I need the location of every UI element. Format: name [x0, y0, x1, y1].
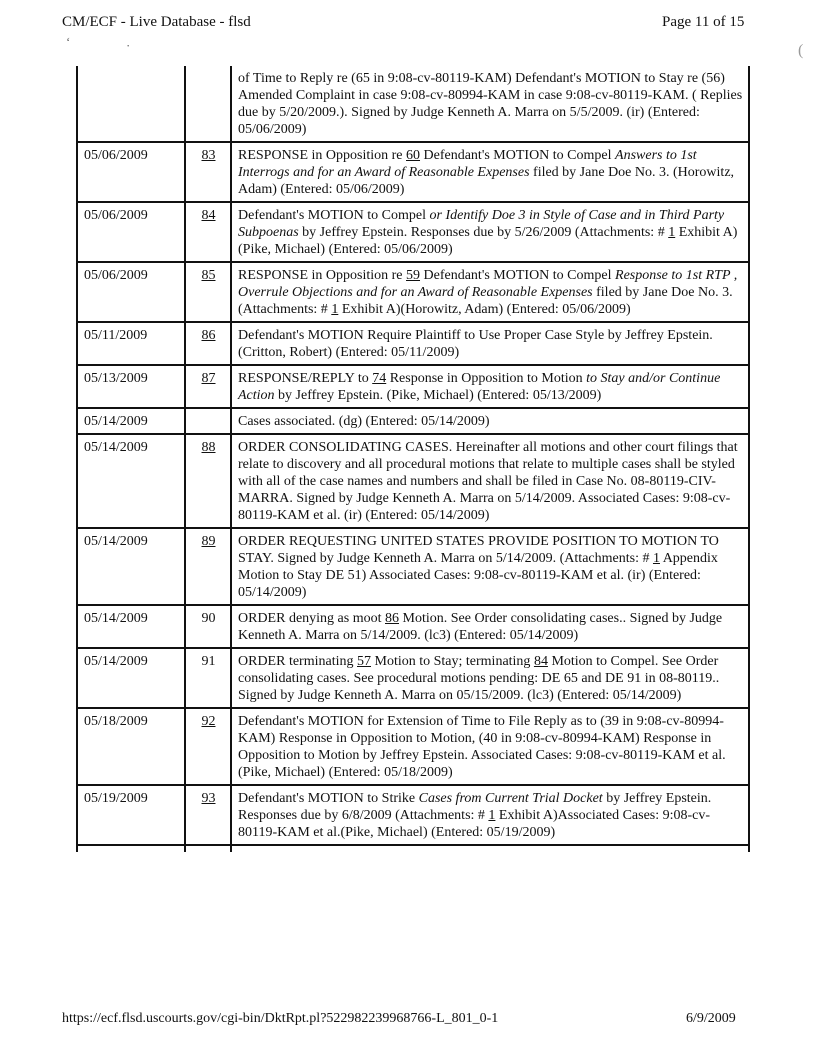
entry-text — [231, 434, 749, 528]
docket-row — [77, 408, 749, 434]
entry-number[interactable]: 87 — [185, 365, 231, 408]
entry-text-segment: ORDER terminating — [238, 654, 357, 669]
docket-row — [77, 434, 749, 528]
entry-text-segment: Defendant's MOTION Require Plaintiff to Use Proper Case Style by Jeffrey Epstein. (Critton, Robert) (Entered: 05/11/2009) — [238, 328, 713, 360]
entry-date: 05/14/2009 — [77, 434, 185, 528]
docket-row — [77, 66, 749, 142]
entry-text-segment: Defendant's MOTION to Strike — [238, 791, 419, 806]
entry-text — [231, 408, 749, 434]
scan-mark: ( — [798, 42, 804, 59]
entry-number[interactable]: 88 — [185, 434, 231, 528]
docket-row — [77, 142, 749, 202]
entry-text-segment: Defendant's MOTION to Compel — [420, 148, 616, 163]
docket-row — [77, 202, 749, 262]
entry-text-segment: ORDER denying as moot — [238, 611, 385, 626]
empty-cell — [185, 845, 231, 852]
docket-row — [77, 528, 749, 605]
entry-text — [231, 66, 749, 142]
entry-date: 05/14/2009 — [77, 648, 185, 708]
footer-date: 6/9/2009 — [686, 1011, 736, 1026]
entry-text-segment: Motion. See Order consolidating cases.. Signed by Judge Kenneth A. Marra on 5/14/2009. (lc3) (Entered: 05/14/2009) — [238, 611, 723, 643]
entry-text — [231, 648, 749, 708]
entry-text-segment: Exhibit A)(Horowitz, Adam) (Entered: 05/06/2009) — [338, 302, 631, 317]
entry-text-segment: Cases associated. (dg) (Entered: 05/14/2009) — [238, 414, 490, 429]
docket-row — [77, 708, 749, 785]
entry-number[interactable]: 92 — [185, 708, 231, 785]
entry-text-segment: Appendix Motion to Stay DE 51) Associated Cases: 9:08-cv-80119-KAM et al. (ir) (Entered: 05/14/2009) — [238, 551, 718, 600]
entry-text — [231, 365, 749, 408]
entry-text-segment: filed by Jane Doe No. 3. (Attachments: # — [238, 285, 733, 317]
entry-number[interactable]: 83 — [185, 142, 231, 202]
entry-text — [231, 322, 749, 365]
docket-reference-link[interactable]: 1 — [488, 808, 496, 823]
entry-number[interactable]: 89 — [185, 528, 231, 605]
entry-text-italic: Cases from Current Trial Docket — [418, 791, 603, 806]
entry-date: 05/18/2009 — [77, 708, 185, 785]
entry-number: 90 — [185, 605, 231, 648]
entry-date: 05/19/2009 — [77, 785, 185, 845]
docket-reference-link[interactable]: 74 — [372, 371, 387, 386]
docket-reference-link[interactable]: 86 — [385, 611, 399, 626]
docket-row — [77, 365, 749, 408]
docket-row-continuation — [77, 845, 749, 852]
docket-row — [77, 648, 749, 708]
entry-text-segment: Defendant's MOTION for Extension of Time to File Reply as to (39 in 9:08-cv-80994-KAM) Response in Opposition to Motion, (40 in 9:08-cv-80994-KAM) Response in Opposition to Motion by Jeffrey Epstein. Associated Cases: 9:08-cv-80119-KAM et al.(Pike, Michael) (Entered: 05/18/2009) — [238, 714, 726, 780]
entry-number[interactable]: 86 — [185, 322, 231, 365]
entry-text-segment: Exhibit A)Associated Cases: 9:08-cv-80119-KAM et al.(Pike, Michael) (Entered: 05/19/2009) — [238, 808, 711, 840]
entry-text-italic: to Stay and/or Continue Action — [238, 371, 721, 403]
docket-reference-link[interactable]: 1 — [652, 551, 660, 566]
entry-number[interactable]: 84 — [185, 202, 231, 262]
entry-date: 05/06/2009 — [77, 202, 185, 262]
entry-number[interactable]: 93 — [185, 785, 231, 845]
entry-text-segment: by Jeffrey Epstein. Responses due by 5/26/2009 (Attachments: # — [298, 225, 669, 240]
docket-reference-link[interactable]: 84 — [533, 654, 548, 669]
entry-date: 05/14/2009 — [77, 528, 185, 605]
entry-text — [231, 202, 749, 262]
entry-text-segment: Motion to Stay; terminating — [371, 654, 534, 669]
entry-text — [231, 262, 749, 322]
empty-cell — [231, 845, 749, 852]
entry-number — [185, 66, 231, 142]
entry-text-segment: Defendant's MOTION to Compel — [420, 268, 616, 283]
entry-text-italic: Response to 1st RTP , Overrule Objections and for an Award of Reasonable Expenses — [238, 268, 738, 300]
entry-text — [231, 785, 749, 845]
page-number: Page 11 of 15 — [662, 14, 745, 30]
entry-text-segment: RESPONSE in Opposition re — [238, 268, 407, 283]
docket-reference-link[interactable]: 59 — [406, 268, 421, 283]
entry-text-segment: Exhibit A)(Pike, Michael) (Entered: 05/06/2009) — [238, 225, 738, 257]
entry-text-segment: filed by Jane Doe No. 3. (Horowitz, Adam) (Entered: 05/06/2009) — [238, 165, 735, 197]
entry-date: 05/06/2009 — [77, 142, 185, 202]
entry-text-italic: or Identify Doe 3 in Style of Case and in Third Party Subpoenas — [238, 208, 725, 240]
entry-text-segment: Defendant's MOTION to Compel — [238, 208, 430, 223]
entry-date — [77, 66, 185, 142]
entry-date: 05/13/2009 — [77, 365, 185, 408]
entry-text-segment: by Jeffrey Epstein. Responses due by 6/8/2009 (Attachments: # — [238, 791, 712, 823]
entry-date: 05/14/2009 — [77, 605, 185, 648]
scan-mark: · — [126, 38, 131, 53]
entry-text-segment: RESPONSE in Opposition re — [238, 148, 407, 163]
docket-row — [77, 785, 749, 845]
entry-text — [231, 142, 749, 202]
entry-text-segment: of Time to Reply re (65 in 9:08-cv-80119-KAM) Defendant's MOTION to Stay re (56) Amended Complaint in case 9:08-cv-80994-KAM in case 9:08-cv-80119-KAM. ( Replies due by 5/20/2009.). Signed by Judge Kenneth A. Marra on 5/5/2009. (ir) (Entered: 05/06/2009) — [238, 71, 743, 137]
entry-text-segment: by Jeffrey Epstein. (Pike, Michael) (Entered: 05/13/2009) — [274, 388, 602, 403]
entry-text — [231, 708, 749, 785]
entry-number[interactable]: 85 — [185, 262, 231, 322]
docket-reference-link[interactable]: 1 — [331, 302, 339, 317]
scan-mark: ‘ — [66, 34, 71, 49]
entry-text-segment: Motion to Compel. See Order consolidating cases. See procedural motions pending: DE 65 and DE 91 in 08-80119.. Signed by Judge Kenneth A. Marra on 05/15/2009. (lc3) (Entered: 05/14/2009) — [238, 654, 720, 703]
entry-date: 05/06/2009 — [77, 262, 185, 322]
entry-number — [185, 408, 231, 434]
docket-reference-link[interactable]: 60 — [406, 148, 421, 163]
footer-url: https://ecf.flsd.uscourts.gov/cgi-bin/DktRpt.pl?522982239968766-L_801_0-1 — [62, 1011, 499, 1026]
entry-text-italic: Answers to 1st Interrogs and for an Award of Reasonable Expenses — [238, 148, 697, 180]
docket-table — [76, 66, 750, 852]
docket-row — [77, 322, 749, 365]
entry-text-segment: ORDER REQUESTING UNITED STATES PROVIDE POSITION TO MOTION TO STAY. Signed by Judge Kenneth A. Marra on 5/14/2009. (Attachments: # — [238, 534, 719, 566]
entry-date: 05/11/2009 — [77, 322, 185, 365]
entry-text — [231, 605, 749, 648]
docket-reference-link[interactable]: 1 — [668, 225, 676, 240]
docket-row — [77, 262, 749, 322]
empty-cell — [77, 845, 185, 852]
docket-row — [77, 605, 749, 648]
entry-text-segment: RESPONSE/REPLY to — [238, 371, 373, 386]
entry-text-segment: ORDER CONSOLIDATING CASES. Hereinafter all motions and other court filings that relate to discovery and all procedural motions that relate to multiple cases shall be styled with all of the case names and numbers and shall be filed in Case No. 08-80119-CIV-MARRA. Signed by Judge Kenneth A. Marra on 5/14/2009. Associated Cases: 9:08-cv-80119-KAM et al. (ir) (Entered: 05/14/2009) — [238, 440, 738, 523]
entry-text-segment: Response in Opposition to Motion — [386, 371, 587, 386]
entry-text — [231, 528, 749, 605]
entry-number: 91 — [185, 648, 231, 708]
docket-reference-link[interactable]: 57 — [357, 654, 371, 669]
page-header-title: CM/ECF - Live Database - flsd — [62, 14, 251, 30]
entry-date: 05/14/2009 — [77, 408, 185, 434]
